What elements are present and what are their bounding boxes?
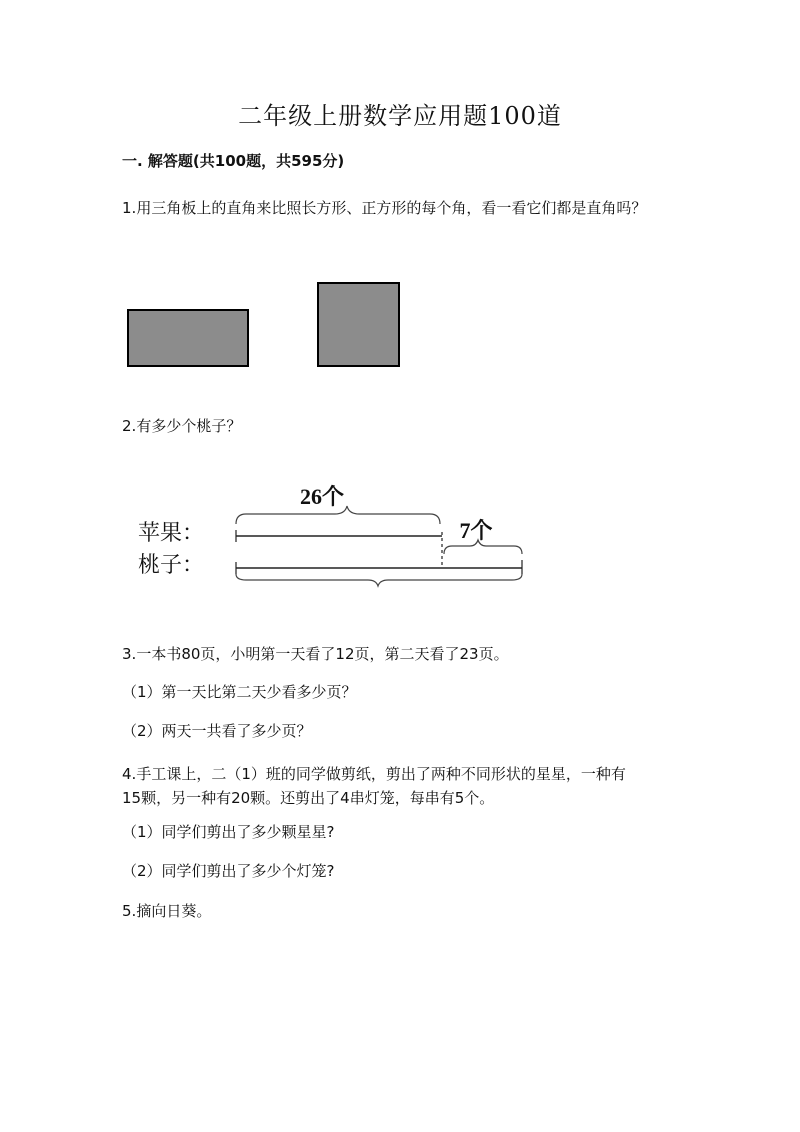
question-3-text: 一本书80页，小明第一天看了12页，第二天看了23页。 [136, 645, 509, 663]
rectangle-figure [127, 309, 249, 367]
peach-brace [236, 574, 522, 586]
question-1 [122, 188, 682, 229]
difference-amount-label: 7个 [459, 518, 493, 543]
section-heading: 一. 解答题(共100题，共595分) [122, 152, 345, 170]
question-2 [122, 414, 682, 438]
question-3-sub-2: （2）两天一共看了多少页？ [122, 722, 312, 740]
question-2-number: 2. [122, 417, 137, 435]
question-4-sub-1: （1）同学们剪出了多少颗星星? [122, 823, 335, 841]
question-5-text: 摘向日葵。 [136, 902, 212, 920]
square-figure [317, 282, 400, 367]
question-4-sub-2: （2）同学们剪出了多少个灯笼? [122, 862, 335, 880]
question-4-text-line-1: 手工课上，二（1）班的同学做剪纸，剪出了两种不同形状的星星，一种有 [136, 765, 626, 783]
question-3-sub-1: （1）第一天比第二天少看多少页？ [122, 683, 357, 701]
question-4-number: 4. [122, 765, 137, 783]
question-3-number: 3. [122, 645, 137, 663]
question-1-text: 用三角板上的直角来比照长方形、正方形的每个角，看一看它们都是直角吗？ [136, 199, 647, 217]
question-2-text: 有多少个桃子？ [136, 417, 242, 435]
question-5-number: 5. [122, 902, 137, 920]
question-1-number: 1. [122, 199, 137, 217]
question-4-text-line-2: 15颗，另一种有20颗。还剪出了4串灯笼，每串有5个。 [122, 789, 495, 807]
line-segment-diagram [130, 472, 550, 592]
apple-amount-label: 26个 [299, 484, 345, 509]
question-5 [122, 899, 682, 923]
peach-row-label: 桃子： [138, 552, 205, 577]
question-3 [122, 642, 682, 666]
question-4 [122, 762, 722, 810]
page-title: 二年级上册数学应用题100道 [238, 102, 562, 130]
apple-row-label: 苹果： [138, 520, 205, 545]
